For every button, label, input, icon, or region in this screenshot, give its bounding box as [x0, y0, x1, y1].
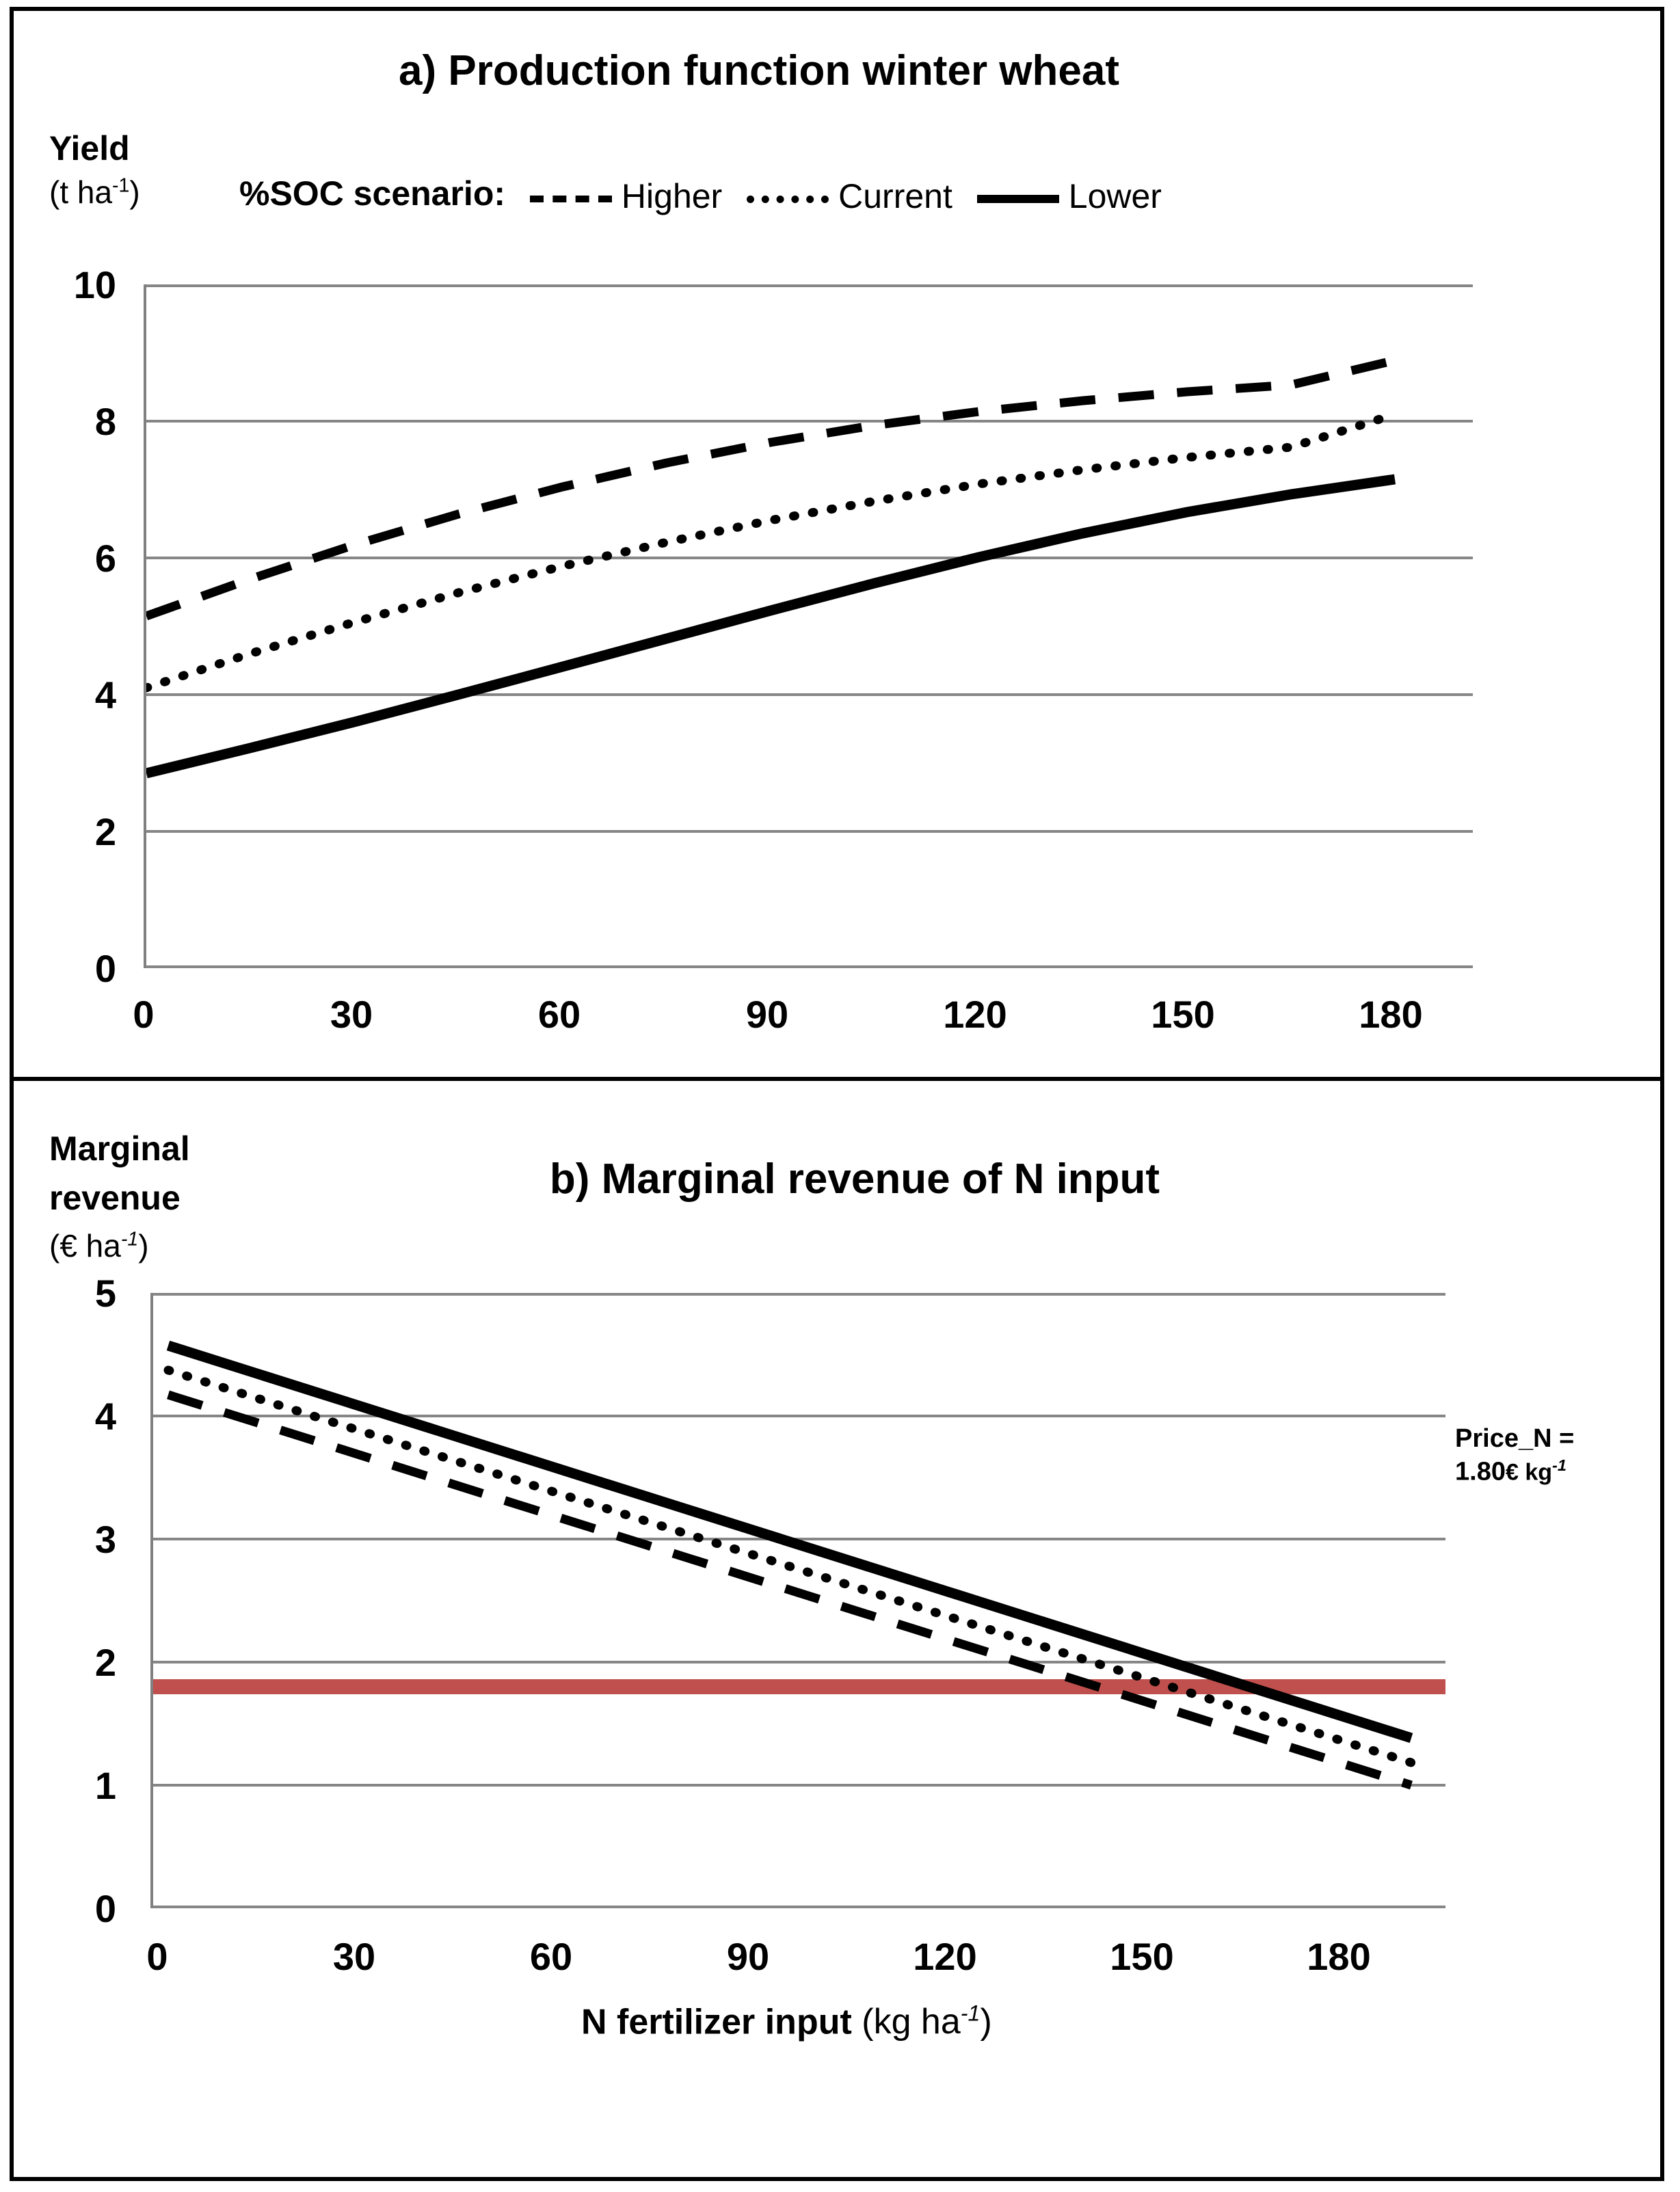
- panel-b-x-axis-title: [581, 2001, 992, 2042]
- panel-b-y-unit-sup: -1: [120, 1228, 139, 1251]
- price-note-line1: Price_N =: [1455, 1424, 1575, 1453]
- panel-b-gridlines: [153, 1294, 1445, 1907]
- panel-b-ytick-3: 3: [94, 1518, 116, 1561]
- panel-a-plot-area: [144, 284, 1470, 968]
- legend-swatch-solid-icon: [977, 191, 1059, 206]
- panel-a-production-function: [14, 11, 1660, 1081]
- panel-b-y-unit-post: ): [138, 1228, 149, 1264]
- panel-a-ytick-0: 0: [94, 947, 116, 990]
- panel-a-y-unit-pre: (t ha: [49, 174, 113, 210]
- panel-a-ytick-6: 6: [94, 537, 116, 580]
- legend-item-current[interactable]: [747, 176, 952, 216]
- panel-a-xtick-150: 150: [1151, 993, 1215, 1036]
- price-note-unit-sup: -1: [1552, 1456, 1566, 1474]
- panel-b-xtick-30: 30: [332, 1935, 376, 1978]
- panel-b-y-axis-unit: [49, 1227, 149, 1264]
- panel-a-y-axis-label: Yield: [49, 129, 130, 168]
- figure-container: [10, 7, 1664, 2181]
- panel-b-series-current: [168, 1370, 1411, 1763]
- panel-a-y-axis-unit: [49, 174, 140, 211]
- panel-b-xtick-120: 120: [913, 1935, 977, 1978]
- panel-a-y-unit-post: ): [129, 174, 140, 210]
- panel-a-chart-svg: [146, 284, 1473, 968]
- panel-b-ytick-4: 4: [94, 1395, 116, 1438]
- legend-label-higher: Higher: [621, 176, 723, 215]
- panel-b-y-axis-label-line2: revenue: [49, 1179, 181, 1217]
- panel-a-title: a) Production function winter wheat: [399, 47, 1119, 94]
- panel-b-xtick-60: 60: [529, 1935, 573, 1978]
- price-note-line2: [1455, 1456, 1574, 1488]
- legend-title: %SOC scenario:: [239, 174, 506, 213]
- panel-b-ytick-2: 2: [94, 1641, 116, 1684]
- legend-item-lower[interactable]: [977, 176, 1162, 216]
- panel-b-ytick-0: 0: [94, 1887, 116, 1930]
- panel-a-legend: [239, 174, 1162, 216]
- panel-b-y-unit-pre: (€ ha: [49, 1228, 121, 1264]
- legend-label-current: Current: [838, 176, 952, 215]
- panel-a-xtick-60: 60: [537, 993, 581, 1036]
- panel-a-xtick-90: 90: [745, 993, 789, 1036]
- legend-item-higher[interactable]: [530, 176, 722, 216]
- x-axis-unit-post: ): [980, 2002, 992, 2042]
- panel-b-ytick-1: 1: [94, 1764, 116, 1807]
- panel-b-y-axis-label-line1: Marginal: [49, 1130, 190, 1168]
- panel-a-xtick-30: 30: [330, 993, 373, 1036]
- panel-a-ytick-4: 4: [94, 673, 116, 717]
- panel-a-y-unit-sup: -1: [112, 174, 130, 197]
- legend-swatch-dashed-icon: [530, 191, 612, 206]
- panel-b-plot-area: [150, 1293, 1443, 1908]
- panel-b-xtick-150: 150: [1110, 1935, 1174, 1978]
- x-axis-title-unit: [862, 2002, 992, 2042]
- panel-a-xtick-0: 0: [133, 993, 155, 1036]
- panel-b-xtick-0: 0: [146, 1935, 168, 1978]
- panel-a-ytick-2: 2: [94, 810, 116, 853]
- panel-a-ytick-8: 8: [94, 400, 116, 443]
- panel-b-series-higher: [168, 1395, 1411, 1785]
- panel-a-xtick-120: 120: [943, 993, 1007, 1036]
- panel-b-chart-svg: [153, 1293, 1445, 1908]
- panel-a-xtick-180: 180: [1359, 993, 1423, 1036]
- legend-label-lower: Lower: [1068, 176, 1162, 215]
- panel-b-title: b) Marginal revenue of N input: [549, 1155, 1160, 1203]
- x-axis-unit-sup: -1: [960, 2001, 981, 2026]
- x-axis-title-text: N fertilizer input: [581, 2002, 852, 2042]
- panel-b-ytick-5: 5: [94, 1272, 116, 1315]
- panel-a-series-lower: [146, 479, 1395, 773]
- panel-b-xtick-180: 180: [1307, 1935, 1371, 1978]
- panel-b-price-annotation: [1455, 1423, 1574, 1488]
- panel-b-xtick-90: 90: [726, 1935, 770, 1978]
- panel-b-marginal-revenue: [14, 1081, 1660, 2177]
- price-note-unit-pre: € kg: [1505, 1459, 1553, 1486]
- price-note-value: 1.80: [1455, 1457, 1506, 1486]
- x-axis-unit-pre: (kg ha: [862, 2002, 961, 2042]
- panel-a-ytick-10: 10: [73, 263, 116, 306]
- panel-a-series-higher: [146, 360, 1395, 616]
- legend-swatch-dotted-icon: [747, 191, 829, 206]
- panel-b-series-lower: [168, 1346, 1411, 1738]
